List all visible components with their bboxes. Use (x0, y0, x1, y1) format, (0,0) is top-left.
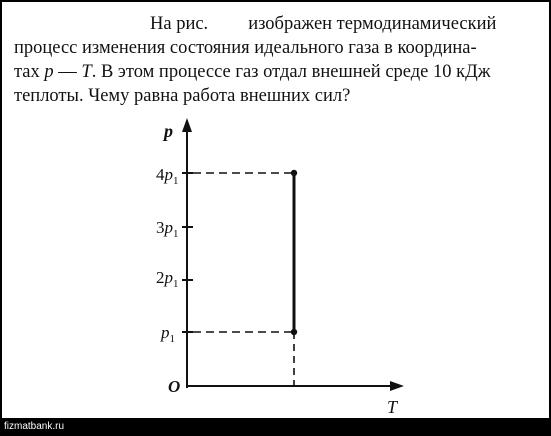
state-point-1 (291, 170, 297, 176)
origin-label: O (168, 377, 181, 396)
dash: — (53, 62, 82, 82)
problem-line-4: теплоты. Чему равна работа внешних сил? (14, 86, 351, 106)
x-axis-label: T (387, 397, 398, 417)
figure-reference: На рис. (150, 14, 209, 34)
state-point-2 (291, 329, 297, 335)
watermark: fizmatbank.ru (4, 421, 65, 432)
x-axis-arrow (390, 381, 404, 391)
tick-label-2p1: $2p_1$ (156, 268, 179, 290)
problem-line-3-end: . В этом процессе газ отдал внешней среде 10 кДж (91, 62, 491, 82)
footer-bar (0, 418, 551, 436)
symbol-p: p (44, 62, 54, 82)
problem-line-3-start: тах (14, 62, 45, 82)
tick-label-3p1: $3p_1$ (156, 218, 179, 240)
y-axis-arrow (182, 118, 192, 132)
symbol-t: T (81, 62, 92, 82)
tick-label-p1: $p_1$ (161, 323, 175, 345)
problem-line-1-text: изображен термодинамический (248, 14, 497, 34)
tick-label-4p1: $4p_1$ (156, 165, 179, 187)
y-axis-label: p (164, 121, 173, 141)
problem-line-2: процесс изменения состояния идеального газа в координа- (14, 38, 477, 58)
